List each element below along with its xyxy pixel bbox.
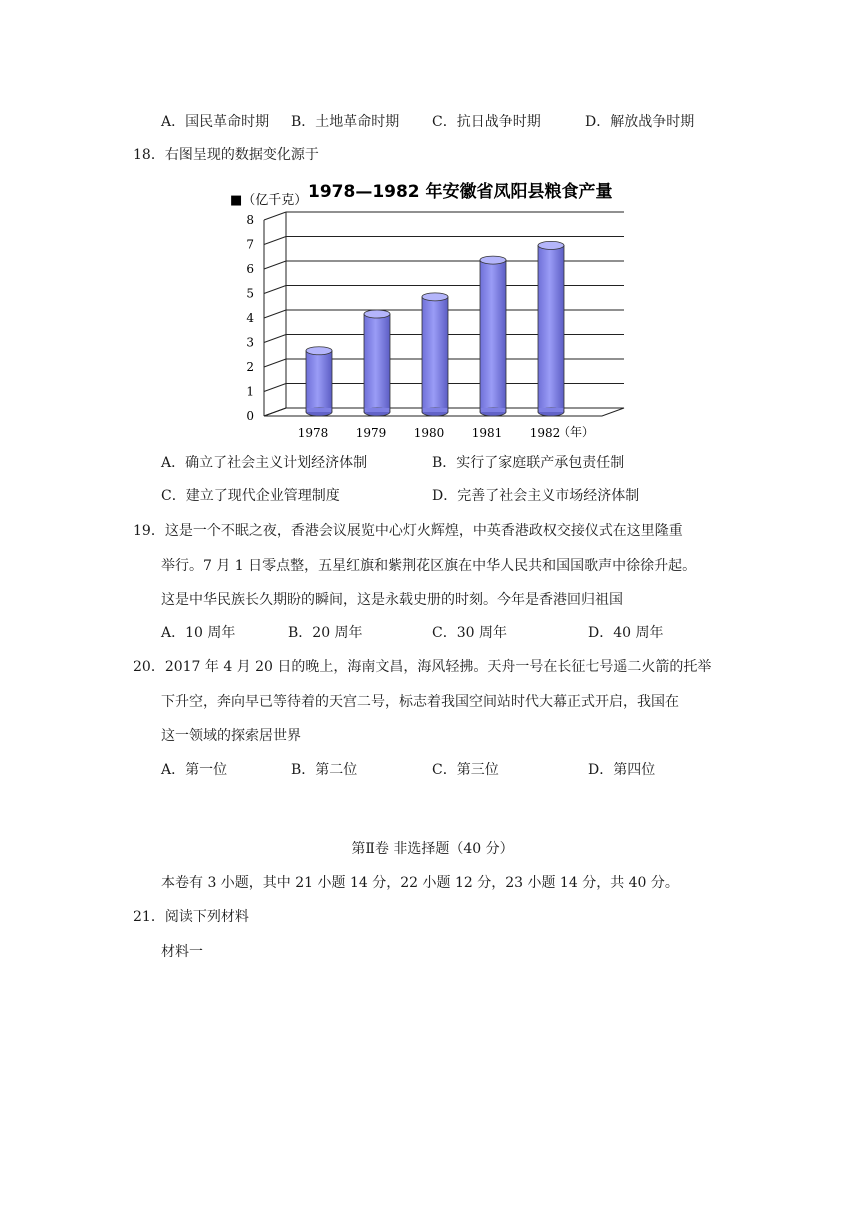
- q18-option-b: B．实行了家庭联产承包责任制: [432, 455, 625, 471]
- q19-option-b: B．20 周年: [288, 625, 363, 641]
- x-tick-label: 1978: [297, 426, 329, 440]
- y-tick-label: 8: [246, 213, 254, 227]
- chart-y-ticks: [246, 213, 254, 423]
- y-tick-label: 7: [246, 237, 254, 252]
- x-tick-label: 1982: [529, 426, 561, 440]
- x-tick-label: 1979: [355, 426, 387, 440]
- y-tick-label: 2: [246, 360, 254, 374]
- chart-ylabel: ■（亿千克）: [230, 193, 308, 208]
- bar-1978: [306, 347, 332, 416]
- bar-1981: [480, 256, 506, 416]
- y-tick-label: 5: [246, 286, 254, 301]
- q17-option-a: A．国民革命时期: [161, 114, 270, 130]
- q20-line-3: 这一领域的探索居世界: [161, 728, 301, 744]
- chart-bars: [306, 241, 564, 416]
- section-title: 第Ⅱ卷 非选择题（40 分）: [351, 841, 514, 857]
- q21-stem: 21．阅读下列材料: [133, 909, 249, 925]
- chart-xlabel: （年）: [558, 425, 595, 439]
- q17-option-b: B．土地革命时期: [291, 114, 400, 130]
- q18-option-a: A．确立了社会主义计划经济体制: [161, 455, 368, 471]
- y-tick-label: 0: [246, 409, 254, 423]
- q19-line-3: 这是中华民族长久期盼的瞬间，这是永载史册的时刻。今年是香港回归祖国: [161, 592, 623, 608]
- bar-1982: [538, 241, 564, 416]
- q19-option-d: D．40 周年: [588, 625, 664, 641]
- chart-title: 1978—1982 年安徽省凤阳县粮食产量: [308, 182, 613, 202]
- chart-x-ticks: [298, 426, 561, 440]
- y-tick-label: 4: [246, 311, 254, 325]
- q19-option-c: C．30 周年: [432, 625, 507, 641]
- q20-option-d: D．第四位: [588, 762, 656, 778]
- grain-production-chart: [222, 176, 642, 446]
- section-description: 本卷有 3 小题，其中 21 小题 14 分，22 小题 12 分，23 小题 14 分，共 40 分。: [161, 875, 679, 891]
- q19-option-a: A．10 周年: [161, 625, 236, 641]
- q20-line-2: 下升空，奔向早已等待着的天宫二号，标志着我国空间站时代大幕正式开启，我国在: [161, 694, 679, 710]
- y-tick-label: 3: [246, 335, 254, 350]
- q20-option-a: A．第一位: [161, 762, 228, 778]
- q20-option-c: C．第三位: [432, 762, 499, 778]
- bar-1980: [422, 293, 448, 416]
- bar-1979: [364, 310, 390, 416]
- q17-option-d: D．解放战争时期: [585, 114, 695, 130]
- q18-stem: 18．右图呈现的数据变化源于: [133, 147, 319, 163]
- q18-option-d: D．完善了社会主义市场经济体制: [432, 488, 640, 504]
- q18-option-c: C．建立了现代企业管理制度: [161, 488, 340, 504]
- x-tick-label: 1981: [471, 426, 503, 440]
- q20-option-b: B．第二位: [291, 762, 358, 778]
- q17-option-c: C．抗日战争时期: [432, 114, 541, 130]
- y-tick-label: 1: [246, 384, 254, 399]
- q19-line-2: 举行。7 月 1 日零点整，五星红旗和紫荆花区旗在中华人民共和国国歌声中徐徐升起。: [161, 558, 697, 574]
- q20-line-1: 20．2017 年 4 月 20 日的晚上，海南文昌，海风轻拂。天舟一号在长征七号遥二火箭的托举: [133, 659, 712, 675]
- x-tick-label: 1980: [413, 426, 445, 440]
- q19-line-1: 19．这是一个不眠之夜，香港会议展览中心灯火辉煌，中英香港政权交接仪式在这里隆重: [133, 523, 683, 539]
- q21-material-label: 材料一: [161, 944, 203, 960]
- y-tick-label: 6: [246, 262, 254, 276]
